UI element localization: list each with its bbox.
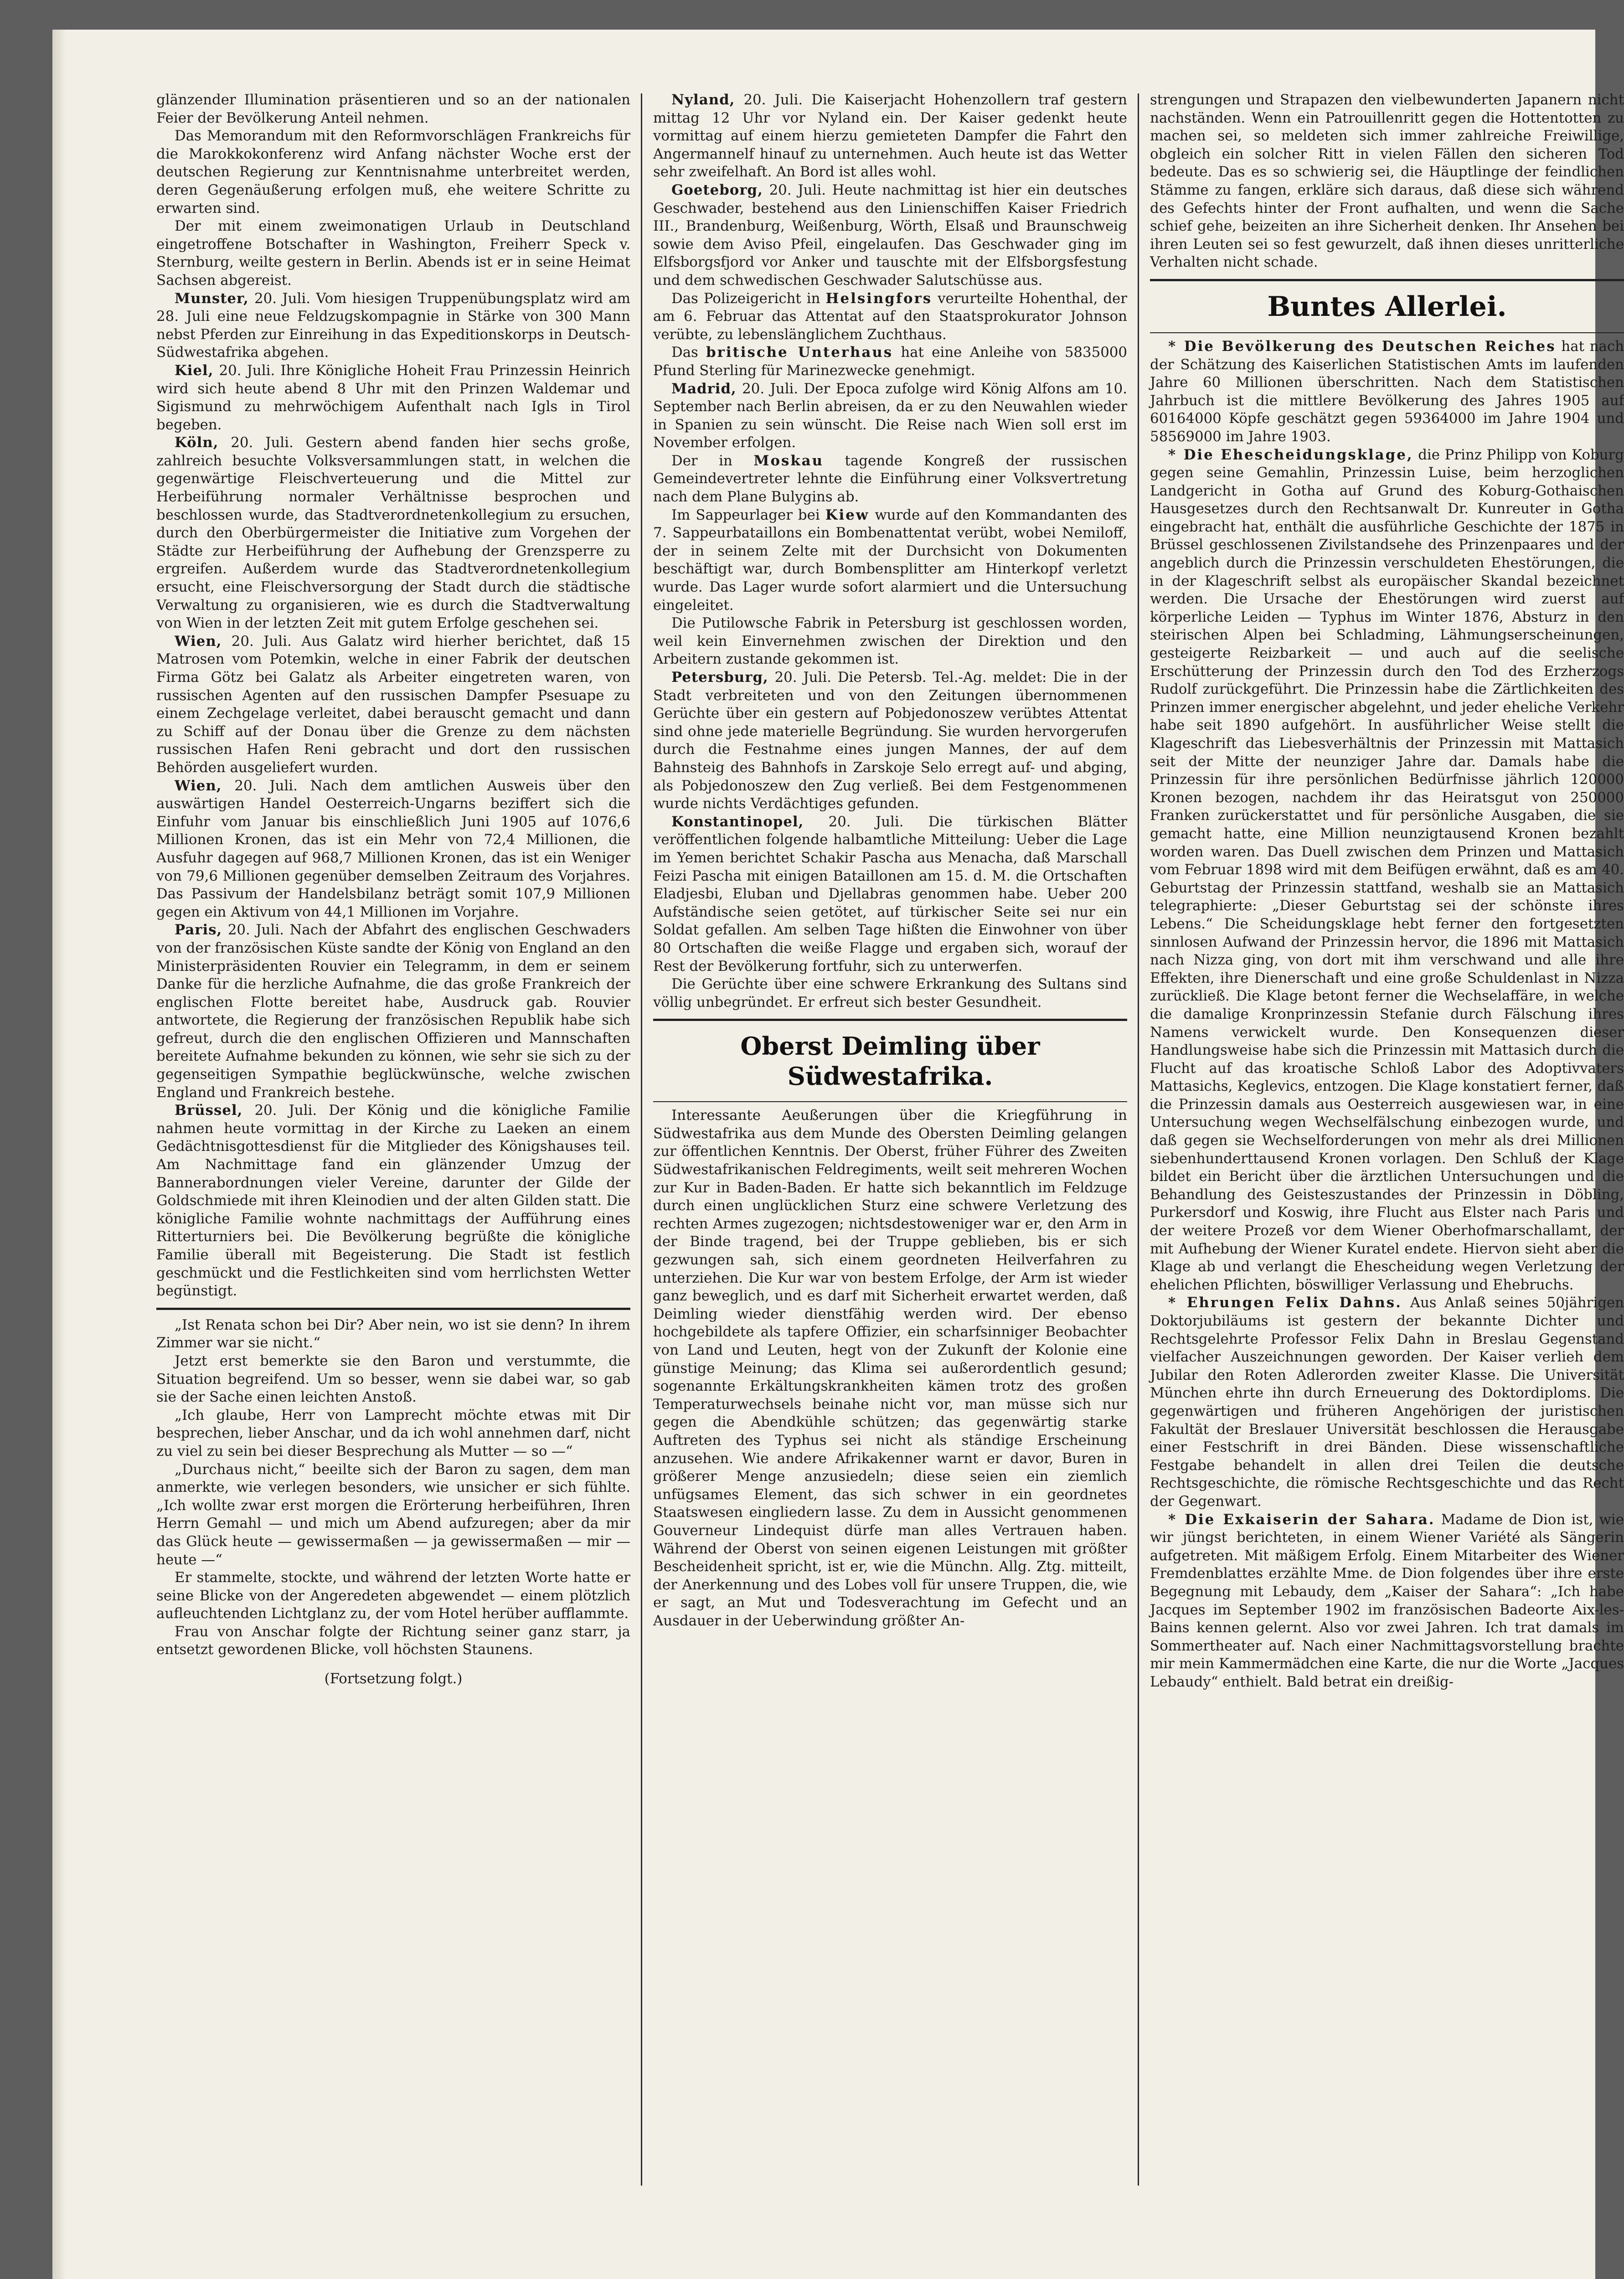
paragraph-text: die Prinz Philipp von Koburg gegen seine Gemahlin, Prinzessin Luise, beim herzoglichen Landgericht in Gotha auf Grund des Koburg-Gothaischen Hausgesetzes durch den Rechtsanwalt Dr. Kunreuter in Gotha eingebracht hat, enthält die ausführliche Geschichte der 1875 in Brüssel geschlossenen Zivilstandsehe des Prinzenpaares und der angeblich durch die Prinzessin verschuldeten Ehestörungen, die in der Klageschrift selbst als europäischer Skandal bezeichnet werden. Die Ursache der Ehestörungen wird zuerst auf körperliche Leiden — Typhus im Winter 1876, Absturz in den steirischen Alpen bei Schladming, Lähmungserscheinungen, gesteigerte Reizbarkeit — und auch auf die seelische Erschütterung der Prinzessin durch den Tod des Erzherzogs Rudolf zurückgeführt. Die Prinzessin habe die Zärtlichkeiten des Prinzen immer energischer abgelehnt, und jeder eheliche Verkehr habe seit 1890 aufgehört. In ausführlicher Weise stellt die Klageschrift das Liebesverhältnis der Prinzessin mit Mattasich seit der Mitte der neunziger Jahre dar. Damals habe die Prinzessin für ihre persönlichen Bedürfnisse jährlich 120000 Kronen bezogen, nachdem ihr das Heiratsgut von 250000 Franken zurückerstattet und für persönliche Ausgaben, die sie gemacht hatte, eine Million neunzigtausend Kronen bezahlt worden waren. Das Duell zwischen dem Prinzen und Mattasich vom Februar 1898 wird mit dem Beifügen erwähnt, daß es am 40. Geburtstag der Prinzessin stattfand, weshalb sie an Mattasich telegraphierte: „Dieser Geburtstag sei der schönste ihres Lebens.“ Die Scheidungsklage hebt ferner den fortgesetzten sinnlosen Aufwand der Prinzessin hervor, die 1896 mit Mattasich nach Nizza ging, von dort mit ihm verschwand und alle ihre Effekten, ihre Dienerschaft und eine große Schuldenlast in Nizza zurückließ. Die Klage betont ferner die Wechselaffäre, in welche die damalige Kronprinzessin Stefanie durch Fälschung ihres Namens verwickelt wurde. Den Konsequenzen dieser Handlungsweise habe sich die Prinzessin mit Mattasich durch die Flucht auf das kroatische Schloß Labor des Adoptivvaters Mattasichs, Keglevics, entzogen. Die Klage konstatiert ferner, daß die Prinzessin damals aus Oesterreich ausgewiesen war, in eine Untersuchung wegen Wechselfälschung einbezogen wurde, und daß gegen sie Wechselforderungen von mehr als drei Millionen siebenhunderttausend Kronen vorlagen. Den Schluß der Klage bildet ein Bericht über die ärztlichen Untersuchungen und die Behandlung des Geisteszustandes der Prinzessin in Döbling, Purkersdorf und Koswig, ihre Flucht aus Elster nach Paris und der weitere Prozeß vor dem Wiener Oberhofmarschallamt, der mit Aufhebung der Wiener Kuratel endete. Hiervon sieht aber die Klage ab und verlangt die Ehescheidung wegen Verletzung der ehelichen Pflichten, böswilliger Verlassung und Ehebruchs. <box>1150 446 1624 1293</box>
paragraph-text: Die Gerüchte über eine schwere Erkrankung des Sultans sind völlig unbegründet. Er erfreut sich bester Gesundheit. <box>653 976 1127 1011</box>
paragraph <box>156 1102 630 1300</box>
paragraph: Er stammelte, stockte, und während der letzten Worte hatte er seine Blicke von der Angeredeten abgewendet — einem plötzlich aufleuchtenden Lichtglanz zu, der vom Hotel herüber aufflammte. <box>156 1569 630 1622</box>
paragraph-text: 20. Juli. Heute nachmittag ist hier ein deutsches Geschwader, bestehend aus den Linienschiffen Kaiser Friedrich III., Brandenburg, Weißenburg, Wörth, Elsaß und Braunschweig sowie dem Aviso Pfeil, eingelaufen. Das Geschwader ging im Elfsborgsfjord vor Anker und tauschte mit der Elfsborgsfestung und dem schwedischen Geschwader Salutschüsse aus. <box>653 181 1127 289</box>
paragraph <box>156 127 630 217</box>
paragraph-text: hat eine Anleihe von 5835000 Pfund Sterling für Marinezwecke genehmigt. <box>653 344 1127 379</box>
paragraph <box>1150 1294 1624 1511</box>
paragraph-text: verurteilte Hohenthal, der am 6. Februar das Attentat auf den Staatsprokurator Johnson verübte, zu lebenslänglichem Zuchthaus. <box>653 290 1127 343</box>
paragraph-text: 20. Juli. Vom hiesigen Truppenübungsplatz wird am 28. Juli eine neue Feldzugskompagnie in Stärke von 300 Mann nebst Pferden zur Einreihung in das Expeditionskorps in Deutsch-Südwestafrika abgehen. <box>156 290 630 361</box>
paragraph <box>156 91 630 127</box>
dateline-place: Petersburg, <box>671 669 768 686</box>
paragraph <box>653 614 1127 669</box>
paragraph <box>156 633 630 777</box>
paragraph <box>1150 1511 1624 1691</box>
paragraph-text: Das Polizeigericht in <box>671 290 826 307</box>
section-heading: Buntes Allerlei. <box>1267 290 1507 323</box>
dateline-place: Brüssel, <box>175 1102 243 1119</box>
paragraph-text: 20. Juli. Der Epoca zufolge wird König Alfons am 10. September nach Berlin abreisen, da er zu den Neuwahlen wieder in Spanien zu sein wünscht. Die Reise nach Wien soll erst im November erfolgen. <box>653 380 1127 451</box>
paragraph <box>653 344 1127 380</box>
paragraph-text: 20. Juli. Der König und die königliche Familie nahmen heute vormittag in der Kirche zu Laeken an einem Gedächtnisgottesdienst für die Mitglieder des Königshauses teil. Am Nachmittage fand ein glänzender Umzug der Bannerabordnungen vieler Vereine, darunter der Gilde der Goldschmiede mit ihren Kleinodien und der alten Gilden statt. Die königliche Familie wohnte nachmittags der Aufführung eines Ritterturniers bei. Die Bevölkerung begrüßte die königliche Familie überall mit Begeisterung. Die Stadt ist festlich geschmückt und die Festlichkeiten sind vom herrlichsten Wetter begünstigt. <box>156 1102 630 1299</box>
paragraph-text: Madame de Dion ist, wie wir jüngst berichteten, in einem Wiener Variété als Sängerin aufgetreten. Mit mäßigem Erfolg. Einem Mitarbeiter des Wiener Fremdenblattes erzählte Mme. de Dion folgendes über ihre erste Begegnung mit Lebaudy, dem „Kaiser der Sahara“: „Ich habe Jacques im September 1902 im französischen Badeorte Aix-les-Bains kennen gelernt. Also vor zwei Jahren. Ich trat damals im Sommertheater auf. Nach einer Nachmittagsvorstellung brachte mir mein Kammermädchen eine Karte, die nur die Worte „Jacques Lebaudy“ enthielt. Bald betrat ein dreißig- <box>1150 1511 1624 1690</box>
heading-rule <box>653 1101 1127 1102</box>
column-rule <box>1138 93 1139 2186</box>
news-items <box>156 91 630 1300</box>
article-body <box>653 1107 1127 1630</box>
dateline-place: Nyland, <box>671 92 735 108</box>
article-heading: Oberst Deimling über Südwestafrika. <box>740 1031 1040 1091</box>
paragraph-text: Der in <box>671 452 754 469</box>
miscellany-items <box>1150 338 1624 1691</box>
paragraph <box>653 813 1127 975</box>
paragraph-text: 20. Juli. Die Kaiserjacht Hohenzollern traf gestern mittag 12 Uhr vor Nyland ein. Der Kaiser gedenkt heute vormittag auf einem hierzu gemieteten Dampfer die Fahrt den Angermannelf hinauf zu unternehmen. Auch heute ist das Wetter sehr zweifelhaft. An Bord ist alles wohl. <box>653 92 1127 180</box>
paragraph <box>653 452 1127 506</box>
paragraph-text: Die Putilowsche Fabrik in Petersburg ist geschlossen worden, weil kein Einvernehmen zwischen der Direktion und den Arbeitern zustande gekommen ist. <box>653 615 1127 668</box>
paragraph <box>1150 446 1624 1294</box>
paragraph <box>156 290 630 362</box>
paragraph <box>653 975 1127 1011</box>
dateline-place: Konstantinopel, <box>671 813 804 830</box>
section-rule <box>653 1019 1127 1021</box>
serial-story <box>156 1316 630 1659</box>
column-2 <box>653 91 1127 2160</box>
paragraph-text: Der mit einem zweimonatigen Urlaub in Deutschland eingetroffene Botschafter in Washington, Freiherr Speck v. Sternburg, weilte gestern in Berlin. Abends ist er in seine Heimat Sachsen abgereist. <box>156 218 630 289</box>
section-rule <box>1150 279 1624 281</box>
paragraph: Interessante Aeußerungen über die Kriegführung in Südwestafrika aus dem Munde des Obersten Deimling gelangen zur öffentlichen Kenntnis. Der Oberst, früher Führer des Zweiten Südwestafrikanischen Feldregiments, weilt seit mehreren Wochen zur Kur in Baden-Baden. Er hatte sich bekanntlich im Feldzuge durch einen unglücklichen Sturz eine schwere Verletzung des rechten Armes zugezogen; nichtsdestoweniger war er, den Arm in der Binde tragend, bei der Truppe geblieben, bis er sich gezwungen sah, sich einem geordneten Heilverfahren zu unterziehen. Die Kur war von bestem Erfolge, der Arm ist wieder ganz beweglich, und es darf mit Sicherheit erwartet werden, daß Deimling wieder dienstfähig werden wird. Der ebenso hochgebildete als tapfere Offizier, ein scharfsinniger Beobachter von Land und Leuten, hegt von der Zukunft der Kolonie eine günstige Meinung; das Klima sei außerordentlich gesund; sogenannte Erkältungskrankheiten kämen trotz des großen Temperaturwechsels beinahe nicht vor, man müsse sich nur gegen die Abendkühle schützen; das gegenwärtig starke Auftreten des Typhus sei nicht als ständige Erscheinung anzusehen. Wie andere Afrikakenner warnt er davor, Buren in größerer Menge anzusiedeln; diese seien ein ziemlich unfügsames Element, das sich schwer in ein geordnetes Staatswesen eingliedern lasse. Zu dem in Aussicht genommenen Gouverneur Lindequist dürfe man alles Vertrauen haben. Während der Oberst von seinen eigenen Leistungen mit größter Bescheidenheit spricht, ist er, wie die Münchn. Allg. Ztg. mitteilt, der Anerkennung und des Lobes voll für unsere Truppen, die, wie er sagt, an Mut und Todesverachtung im Gefecht und an Ausdauer in der Ueberwindung größter An- <box>653 1107 1127 1629</box>
paragraph-text: Im Sappeurlager bei <box>671 506 825 523</box>
paragraph <box>653 290 1127 344</box>
paragraph <box>653 380 1127 452</box>
paragraph-text: 20. Juli. Nach der Abfahrt des englischen Geschwaders von der französischen Küste sandte der König von England an den Ministerpräsidenten Rouvier ein Telegramm, in dem er seinem Danke für die herzliche Aufnahme, die das große Frankreich der englischen Flotte bereitet habe, Ausdruck gab. Rouvier antwortete, die Regierung der französischen Republik habe sich gefreut, durch die den englischen Offizieren und Mannschaften bereitete Aufnahme bekunden zu können, wie sehr sie sich zu der gegenseitigen Sympathie beglückwünsche, welche zwischen England und Frankreich bestehe. <box>156 922 630 1101</box>
emphasis: Kiew <box>825 506 870 523</box>
paragraph-text: Das <box>671 344 706 361</box>
paragraph <box>653 506 1127 615</box>
heading-rule <box>1150 332 1624 333</box>
dateline-place: Wien, <box>175 777 222 794</box>
emphasis: Moskau <box>753 452 824 469</box>
section-rule <box>156 1308 630 1310</box>
article-continuation <box>1150 91 1624 272</box>
newspaper-page <box>52 30 1624 2279</box>
paragraph-text: wurde auf den Kommandanten des 7. Sappeurbataillons ein Bombenattentat verübt, wobei Nemiloff, der in seinem Zelte mit der Durchsicht von Dokumenten beschäftigt war, durch Bombensplitter am Hinterkopf verletzt wurde. Das Lager wurde sofort alarmiert und die Untersuchung eingeleitet. <box>653 506 1127 614</box>
dateline-place: Wien, <box>175 633 222 650</box>
paragraph-text: 20. Juli. Gestern abend fanden hier sechs große, zahlreich besuchte Volksversammlungen statt, in welchen die gegenwärtige Fleischverteuerung und die Mittel zur Herbeiführung normaler Verhältnisse besprochen und beschlossen wurde, das Stadtverordnetenkollegium zu ersuchen, durch den Oberbürgermeister die Initiative zum Vorgehen der Städte zur Herbeiführung der Aufhebung der Grenzsperre zu ergreifen. Außerdem wurde das Stadtverordnetenkollegium ersucht, eine Fleischversorgung der Stadt durch die städtische Verwaltung zu organisieren, wie es durch die Stadtverwaltung von Wien in der letzten Zeit mit gutem Erfolge geschehen sei. <box>156 434 630 632</box>
paragraph-text: hat nach der Schätzung des Kaiserlichen Statistischen Amts im laufenden Jahre 60 Millionen überschritten. Nach dem Statistischen Jahrbuch ist die mittlere Bevölkerung des Jahres 1905 auf 60164000 Köpfe geschätzt gegen 59364000 im Jahre 1904 und 58569000 im Jahre 1903. <box>1150 338 1624 445</box>
paragraph-text: 20. Juli. Ihre Königliche Hoheit Frau Prinzessin Heinrich wird sich heute abend 8 Uhr mit den Prinzen Waldemar und Sigismund zu mehrwöchigem Aufenthalt nach Igls in Tirol begeben. <box>156 362 630 433</box>
paragraph-text: tagende Kongreß der russischen Gemeindevertreter lehnte die Einführung einer Volksvertretung nach dem Plane Bulygins ab. <box>653 452 1127 505</box>
continued-note: (Fortsetzung folgt.) <box>324 1671 463 1687</box>
paragraph <box>653 669 1127 813</box>
paragraph <box>653 181 1127 290</box>
item-lead: * Die Ehescheidungsklage, <box>1168 446 1413 463</box>
paragraph-text: strengungen und Strapazen den vielbewunderten Japanern nicht nachständen. Wenn ein Patrouillenritt gegen die Hottentotten zu machen sei, so meldeten sich immer zahlreiche Freiwillige, obgleich ein solcher Ritt in vielen Fällen den sicheren Tod bedeute. Das es so schwierig sei, die Häuptlinge der feindlichen Stämme zu fangen, erkläre sich daraus, daß diese sich während des Gefechts hinter der Front aufhalten, und wenn die Sache schief gehe, beizeiten an ihre Sicherheit denken. Ihr Ansehen bei ihren Leuten sei so fest gewurzelt, daß ihnen dieses unritterliche Verhalten nicht schade. <box>1150 92 1624 271</box>
paragraph-text: 20. Juli. Nach dem amtlichen Ausweis über den auswärtigen Handel Oesterreich-Ungarns beziffert sich die Einfuhr vom Januar bis einschließlich Juni 1905 auf 1076,6 Millionen Kronen, das ist ein Mehr von 72,4 Millionen, die Ausfuhr dagegen auf 968,7 Millionen Kronen, das ist ein Weniger von 79,6 Millionen gegenüber demselben Zeitraum des Vorjahres. Das Passivum der Handelsbilanz beträgt somit 107,9 Millionen gegen ein Aktivum von 44,1 Millionen im Vorjahre. <box>156 777 630 920</box>
paragraph-text: Aus Anlaß seines 50jährigen Doktorjubiläums ist gestern der bekannte Dichter und Rechtsgelehrte Professor Felix Dahn in Breslau Gegenstand vielfacher Auszeichnungen geworden. Der Kaiser verlieh dem Jubilar den Roten Adlerorden zweiter Klasse. Die Universität München ehrte ihn durch Erneuerung des Doktordiploms. Die gegenwärtigen und früheren Angehörigen der juristischen Fakultät der Breslauer Universität beschlossen die Herausgabe einer Festschrift in drei Bänden. Diese wissenschaftliche Festgabe behandelt in allen drei Teilen die deutsche Rechtsgeschichte, die römische Rechtsgeschichte und das Recht der Gegenwart. <box>1150 1294 1624 1510</box>
dateline-place: Kiel, <box>175 362 214 379</box>
dateline-place: Munster, <box>175 290 249 307</box>
dateline-place: Madrid, <box>671 380 737 397</box>
column-3 <box>1150 91 1624 2160</box>
paragraph <box>156 362 630 434</box>
item-lead: * Ehrungen Felix Dahns. <box>1168 1294 1402 1311</box>
paragraph-text: glänzender Illumination präsentieren und so an der nationalen Feier der Bevölkerung Anteil nehmen. <box>156 92 630 126</box>
paragraph-text: 20. Juli. Die Petersb. Tel.-Ag. meldet: Die in der Stadt verbreiteten und von den Zeitungen übernommenen Gerüchte über ein gestern auf Pobjedonoszew verübtes Attentat sind ohne jede materielle Begründung. Sie wurden hervorgerufen durch die Festnahme eines jungen Mannes, der auf dem Bahnsteig des Bahnhofs in Zarskoje Selo erregt auf- und abging, als Pobjedonoszew den Zug verließ. Bei dem Festgenommenen wurde nichts Verdächtiges gefunden. <box>653 669 1127 812</box>
news-items <box>653 91 1127 1011</box>
paragraph <box>156 217 630 289</box>
dateline-place: Köln, <box>175 434 219 451</box>
paragraph-text: Das Memorandum mit den Reformvorschlägen Frankreichs für die Marokkokonferenz wird Anfang nächster Woche erst der deutschen Regierung zur Kenntnisnahme unterbreitet werden, deren Gegenäußerung erfolgen muß, ehe weitere Schritte zu erwarten sind. <box>156 128 630 217</box>
item-lead: * Die Exkaiserin der Sahara. <box>1168 1511 1435 1528</box>
emphasis: britische Unterhaus <box>706 344 893 361</box>
paragraph: Jetzt erst bemerkte sie den Baron und verstummte, die Situation begreifend. Um so besser, wenn sie dabei war, so gab sie der Sache einen leichten Anstoß. <box>156 1352 630 1406</box>
item-lead: * Die Bevölkerung des Deutschen Reiches <box>1168 338 1556 355</box>
emphasis: Helsingfors <box>825 290 933 307</box>
dateline-place: Paris, <box>175 922 222 938</box>
paragraph <box>1150 91 1624 272</box>
paragraph <box>1150 338 1624 446</box>
paragraph <box>156 777 630 922</box>
column-1 <box>156 91 630 2160</box>
paragraph <box>156 434 630 633</box>
paragraph: „Durchaus nicht,“ beeilte sich der Baron zu sagen, dem man anmerkte, wie verlegen besonders, wie unsicher er sich fühlte. „Ich wollte zwar erst morgen die Erörterung herbeiführen, Ihren Herrn Gemahl — und mich um Abend aufzuregen; aber da mir das Glück heute — gewissermaßen — ja gewissermaßen — mir — heute —“ <box>156 1461 630 1568</box>
paragraph <box>156 921 630 1102</box>
dateline-place: Goeteborg, <box>671 181 763 198</box>
paragraph-text: 20. Juli. Aus Galatz wird hierher berichtet, daß 15 Matrosen vom Potemkin, welche in einer Fabrik der deutschen Firma Götz bei Galatz als Arbeiter eingetreten waren, von russischen Agenten auf den russischen Dampfer Psesuape zu einem Zechgelage verleitet, dabei berauscht gemacht und dann zu Schiff auf der Donau über die Grenze zu dem nächsten russischen Hafen Reni gebracht und dort den russischen Behörden ausgeliefert wurden. <box>156 633 630 776</box>
paragraph: Frau von Anschar folgte der Richtung seiner ganz starr, ja entsetzt gewordenen Blicke, voll höchsten Staunens. <box>156 1623 630 1658</box>
paragraph-text: 20. Juli. Die türkischen Blätter veröffentlichen folgende halbamtliche Mitteilung: Ueber die Lage im Yemen berichtet Schakir Pascha aus Menacha, daß Marschall Feizi Pascha mit einigen Bataillonen am 15. d. M. die Ortschaften Eladjesbi, Eluban und Djellabras genommen habe. Ueber 200 Aufständische seien getötet, auf türkischer Seite sei nur ein Soldat gefallen. Am selben Tage hißten die Einwohner von über 80 Ortschaften die weiße Flagge und ergaben sich, worauf der Rest der Bevölkerung fortfuhr, sich zu unterwerfen. <box>653 813 1127 975</box>
column-rule <box>641 93 642 2186</box>
paragraph: „Ist Renata schon bei Dir? Aber nein, wo ist sie denn? In ihrem Zimmer war sie nicht.“ <box>156 1316 630 1351</box>
paragraph: „Ich glaube, Herr von Lamprecht möchte etwas mit Dir besprechen, lieber Anschar, und da ich wohl annehmen darf, nicht zu viel zu sein bei dieser Besprechung als Mutter — so —“ <box>156 1407 630 1459</box>
paragraph <box>653 91 1127 181</box>
